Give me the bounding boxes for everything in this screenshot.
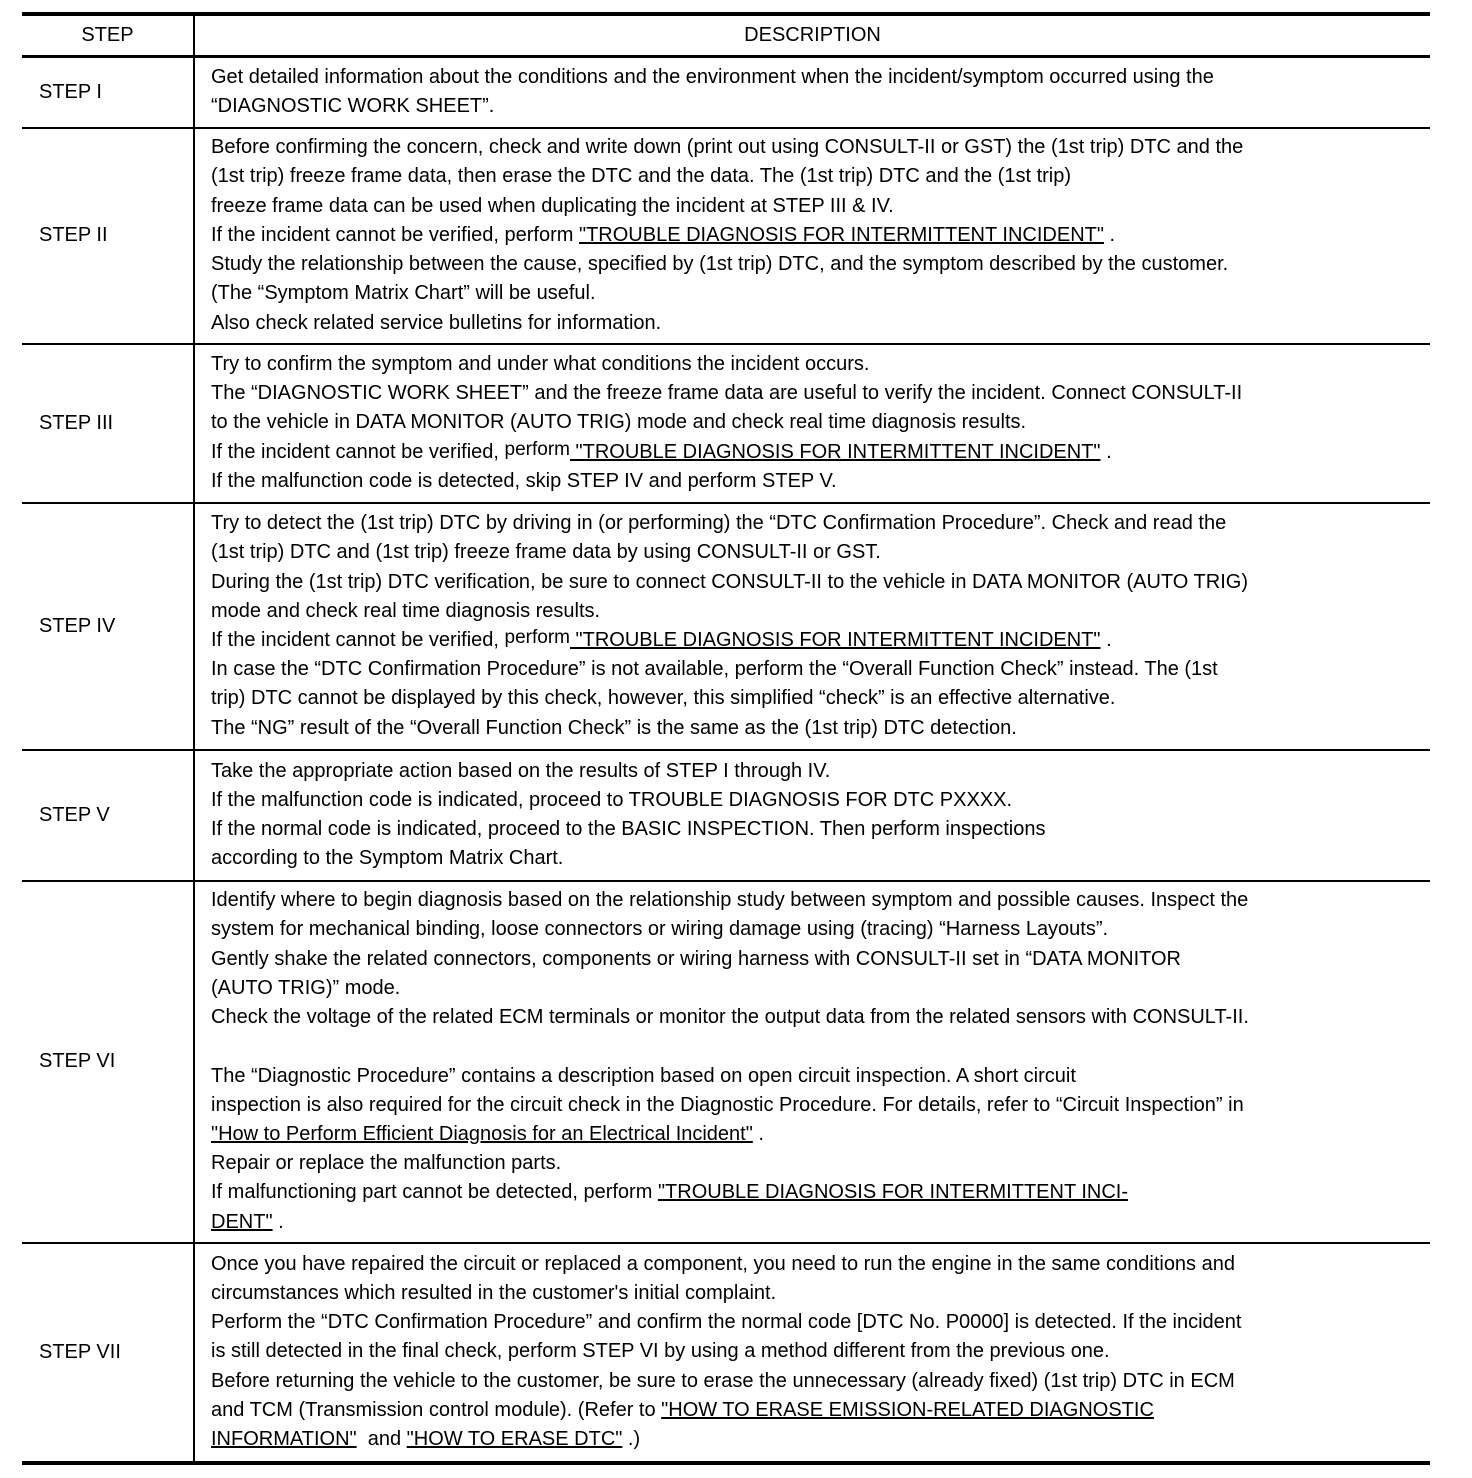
table-row — [22, 57, 1430, 128]
description-line: inspection is also required for the circuit check in the Diagnostic Procedure. For details, refer to “Circuit Inspection” in — [211, 1093, 1244, 1116]
step-description — [194, 881, 1430, 1243]
reference-link[interactable]: "HOW TO ERASE DTC" — [406, 1428, 623, 1450]
line-text: If the incident cannot be verified, perform — [211, 223, 579, 246]
description-line: Gently shake the related connectors, components or wiring harness with CONSULT-II set in “DATA MONITOR — [211, 947, 1181, 970]
reference-link[interactable]: "HOW TO ERASE EMISSION-RELATED DIAGNOSTIC — [661, 1398, 1154, 1421]
line-text: perform — [504, 438, 570, 460]
step-label: STEP VI — [22, 881, 194, 1243]
reference-link[interactable]: DENT" — [211, 1210, 273, 1233]
reference-link[interactable]: "How to Perform Efficient Diagnosis for an Electrical Incident" — [211, 1122, 753, 1145]
description-line: In case the “DTC Confirmation Procedure” is not available, perform the “Overall Function Check” instead. The (1st — [211, 658, 1218, 681]
description-line: freeze frame data can be used when duplicating the incident at STEP III & IV. — [211, 194, 894, 217]
description-line: The “NG” result of the “Overall Function Check” is the same as the (1st trip) DTC detection. — [211, 716, 1017, 739]
description-line: (1st trip) DTC and (1st trip) freeze frame data by using CONSULT-II or GST. — [211, 541, 881, 564]
reference-link[interactable]: "TROUBLE DIAGNOSIS FOR INTERMITTENT INCIDENT" — [578, 223, 1104, 246]
description-line: The “DIAGNOSTIC WORK SHEET” and the freeze frame data are useful to verify the incident. Connect CONSULT-II — [211, 382, 1243, 405]
description-line: Perform the “DTC Confirmation Procedure” and confirm the normal code [DTC No. P0000] is detected. If the incident — [211, 1311, 1242, 1334]
description-line — [211, 1208, 1426, 1237]
description-line: If the normal code is indicated, proceed to the BASIC INSPECTION. Then perform inspections — [211, 818, 1046, 840]
description-line: Get detailed information about the conditions and the environment when the incident/symptom occurred using the — [211, 66, 1214, 89]
step-label: STEP I — [22, 57, 194, 128]
line-text: . — [1100, 629, 1112, 651]
description-line — [211, 1032, 1426, 1061]
description-line: If the malfunction code is detected, skip STEP IV and perform STEP V. — [211, 469, 837, 492]
description-line: according to the Symptom Matrix Chart. — [211, 847, 564, 870]
description-line: Check the voltage of the related ECM terminals or monitor the output data from the related sensors with CONSULT-II. — [211, 1006, 1249, 1029]
description-line: mode and check real time diagnosis results. — [211, 599, 601, 622]
step-description — [194, 1243, 1430, 1463]
table-row — [22, 750, 1430, 881]
description-line: Take the appropriate action based on the results of STEP I through IV. — [211, 759, 831, 782]
reference-link[interactable]: "TROUBLE DIAGNOSIS FOR INTERMITTENT INCIDENT" — [569, 440, 1101, 463]
line-text: If the incident cannot be verified, — [211, 440, 505, 463]
step-description — [194, 128, 1430, 344]
description-line: Also check related service bulletins for information. — [211, 311, 662, 334]
description-line: Before returning the vehicle to the customer, be sure to erase the unnecessary (already fixed) (1st trip) DTC in ECM — [211, 1369, 1235, 1392]
description-line: (AUTO TRIG)” mode. — [211, 976, 401, 999]
description-line: Before confirming the concern, check and write down (print out using CONSULT-II or GST) the (1st trip) DTC and the — [211, 136, 1244, 159]
line-text: and TCM (Transmission control module). (Refer to — [211, 1398, 662, 1421]
description-line: to the vehicle in DATA MONITOR (AUTO TRIG) mode and check real time diagnosis results. — [211, 411, 1027, 434]
description-line: system for mechanical binding, loose connectors or wiring damage using (tracing) “Harness Layouts”. — [211, 918, 1109, 941]
table-row — [22, 128, 1430, 344]
description-line: If the malfunction code is indicated, proceed to TROUBLE DIAGNOSIS FOR DTC PXXXX. — [211, 788, 1013, 811]
line-text: . — [1103, 223, 1116, 246]
description-line: Once you have repaired the circuit or replaced a component, you need to run the engine in the same conditions and — [211, 1252, 1235, 1275]
description-line: (The “Symptom Matrix Chart” will be useful. — [211, 282, 596, 305]
table-header-row — [22, 14, 1430, 57]
step-description — [194, 344, 1430, 503]
line-text: and — [356, 1428, 407, 1450]
description-line — [211, 626, 1426, 655]
description-line — [211, 221, 1426, 250]
step-description — [194, 503, 1430, 750]
line-text: perform — [504, 627, 570, 648]
table-row — [22, 503, 1430, 750]
step-label: STEP IV — [22, 503, 194, 750]
table-row — [22, 344, 1430, 503]
line-text: . — [272, 1210, 284, 1233]
description-line: (1st trip) freeze frame data, then erase the DTC and the data. The (1st trip) DTC and the (1st trip) — [211, 165, 1072, 188]
step-label: STEP III — [22, 344, 194, 503]
step-description — [194, 57, 1430, 128]
step-label: STEP V — [22, 750, 194, 881]
step-label: STEP II — [22, 128, 194, 344]
step-description — [194, 750, 1430, 881]
line-text: . — [1100, 440, 1112, 463]
reference-link[interactable]: "TROUBLE DIAGNOSIS FOR INTERMITTENT INCI- — [657, 1181, 1129, 1204]
description-line — [211, 1120, 1426, 1149]
step-label: STEP VII — [22, 1243, 194, 1463]
description-line: “DIAGNOSTIC WORK SHEET”. — [211, 95, 495, 118]
table-row — [22, 881, 1430, 1243]
line-text: .) — [622, 1428, 641, 1450]
description-line: trip) DTC cannot be displayed by this check, however, this simplified “check” is an effective alternative. — [211, 687, 1116, 710]
description-line: Repair or replace the malfunction parts. — [211, 1152, 562, 1175]
table-row — [22, 1243, 1430, 1463]
description-line: Identify where to begin diagnosis based on the relationship study between symptom and possible causes. Inspect the — [211, 889, 1249, 912]
description-line — [211, 1178, 1426, 1207]
description-line — [211, 438, 1426, 467]
description-line: is still detected in the final check, perform STEP VI by using a method different from the previous one. — [211, 1340, 1110, 1363]
description-line: Try to detect the (1st trip) DTC by driving in (or performing) the “DTC Confirmation Procedure”. Check and read the — [211, 512, 1227, 535]
header-step: STEP — [22, 14, 194, 57]
reference-link[interactable]: "TROUBLE DIAGNOSIS FOR INTERMITTENT INCIDENT" — [569, 629, 1101, 651]
description-line: Study the relationship between the cause, specified by (1st trip) DTC, and the symptom described by the customer. — [211, 253, 1229, 276]
line-text: . — [752, 1122, 764, 1145]
description-line — [211, 1396, 1426, 1425]
header-description: DESCRIPTION — [194, 14, 1430, 57]
step-description-table — [22, 12, 1430, 1465]
table-body — [22, 57, 1430, 1463]
description-line: During the (1st trip) DTC verification, be sure to connect CONSULT-II to the vehicle in DATA MONITOR (AUTO TRIG) — [211, 570, 1248, 593]
line-text: If the incident cannot be verified, — [211, 629, 505, 651]
description-line: circumstances which resulted in the customer's initial complaint. — [211, 1281, 777, 1304]
description-line: The “Diagnostic Procedure” contains a description based on open circuit inspection. A short circuit — [211, 1064, 1076, 1087]
reference-link[interactable]: INFORMATION" — [211, 1428, 357, 1450]
description-line: Try to confirm the symptom and under what conditions the incident occurs. — [211, 352, 870, 375]
line-text: If malfunctioning part cannot be detected, perform — [211, 1181, 658, 1204]
description-line — [211, 1425, 1426, 1454]
